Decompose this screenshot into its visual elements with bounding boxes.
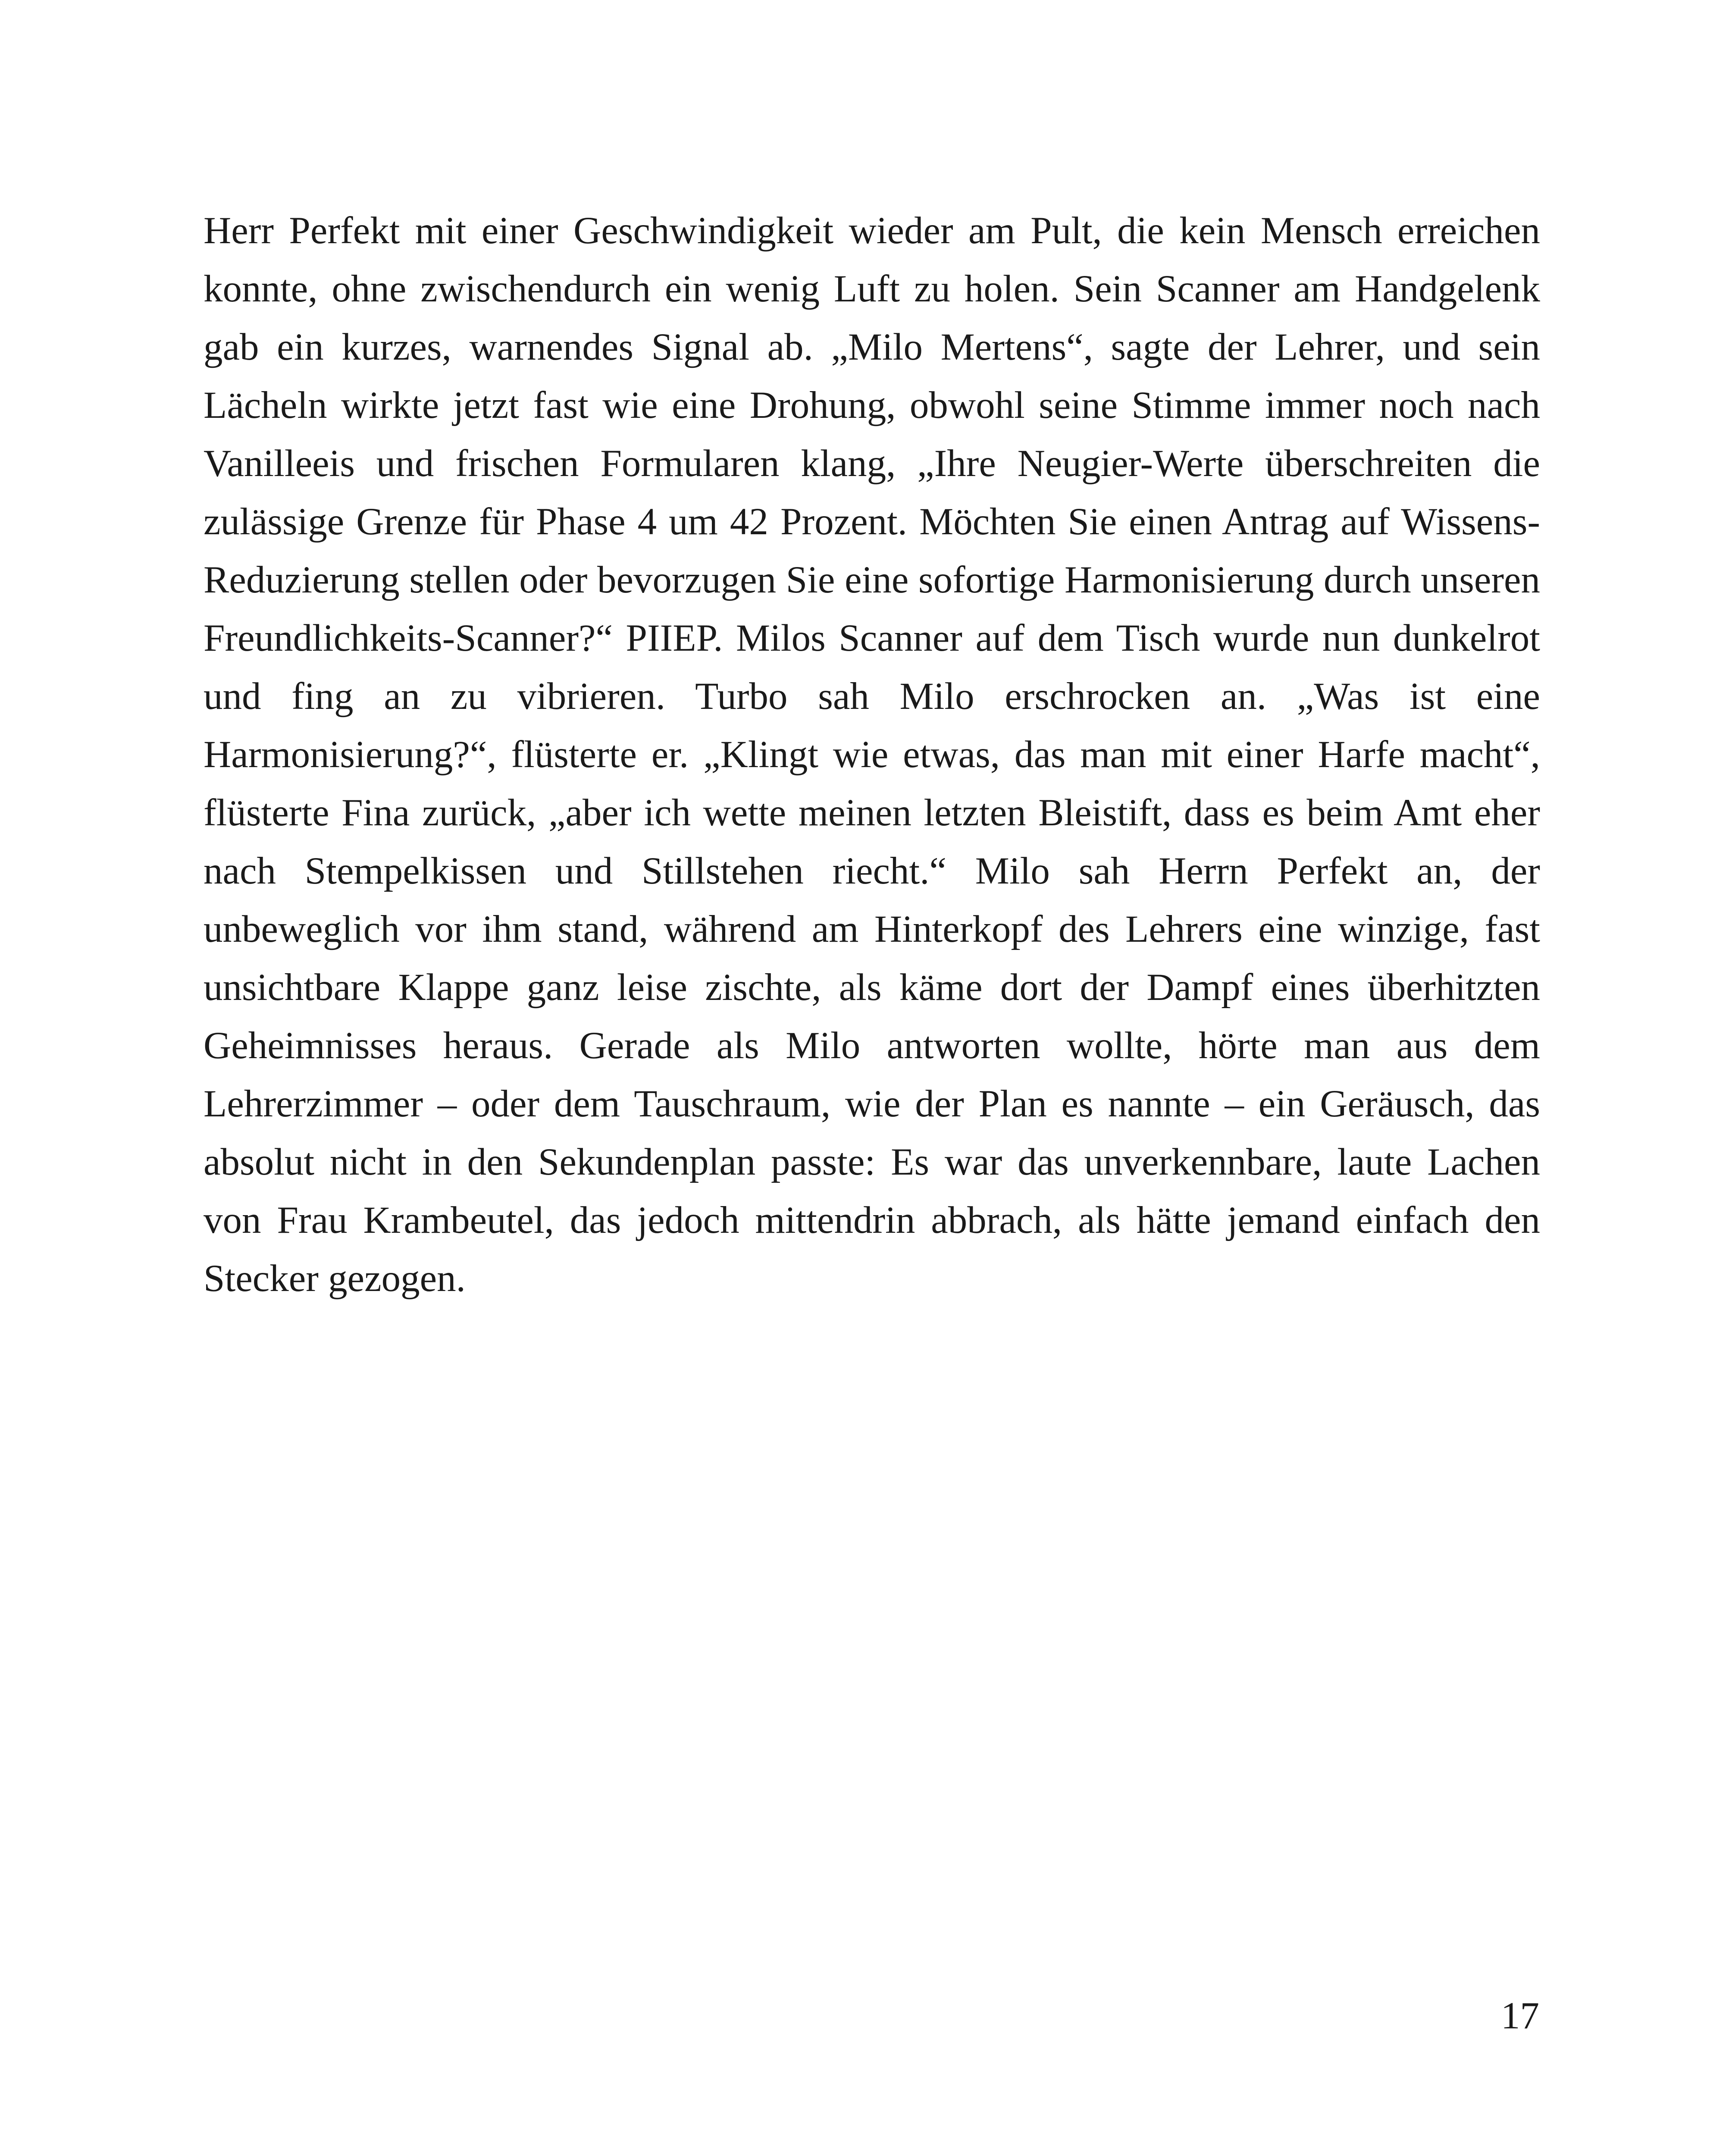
page-number: 17 (1501, 1995, 1539, 2037)
body-paragraph: Herr Perfekt mit einer Geschwindigkeit wieder am Pult, die kein Mensch erreichen konnte, ohne zwischendurch ein wenig Luft zu holen. Sein Scanner am Handgelenk gab ein kurzes, warnendes Signal ab. „Milo Mertens“, sagte der Lehrer, und sein Lächeln wirkte jetzt fast wie eine Drohung, obwohl seine Stimme immer noch nach Vanilleeis und frischen Formularen klang, „Ihre Neugier-Werte überschreiten die zulässige Grenze für Phase 4 um 42 Prozent. Möchten Sie einen Antrag auf Wissens-Reduzierung stellen oder bevorzugen Sie eine sofortige Harmonisierung durch unseren Freundlichkeits-Scanner?“ PIIEP. Milos Scanner auf dem Tisch wurde nun dunkelrot und fing an zu vibrieren. Turbo sah Milo erschrocken an. „Was ist eine Harmonisierung?“, flüsterte er. „Klingt wie etwas, das man mit einer Harfe macht“, flüsterte Fina zurück, „aber ich wette meinen letzten Bleistift, dass es beim Amt eher nach Stempelkissen und Stillstehen riecht.“ Milo sah Herrn Perfekt an, der unbeweglich vor ihm stand, während am Hinterkopf des Lehrers eine winzige, fast unsichtbare Klappe ganz leise zischte, als käme dort der Dampf eines überhitzten Geheimnisses heraus. Gerade als Milo antworten wollte, hörte man aus dem Lehrerzimmer – oder dem Tauschraum, wie der Plan es nannte – ein Geräusch, das absolut nicht in den Sekundenplan passte: Es war das unverkennbare, laute Lachen von Frau Krambeutel, das jedoch mittendrin abbrach, als hätte jemand einfach den Stecker gezogen. (204, 210, 1540, 1300)
